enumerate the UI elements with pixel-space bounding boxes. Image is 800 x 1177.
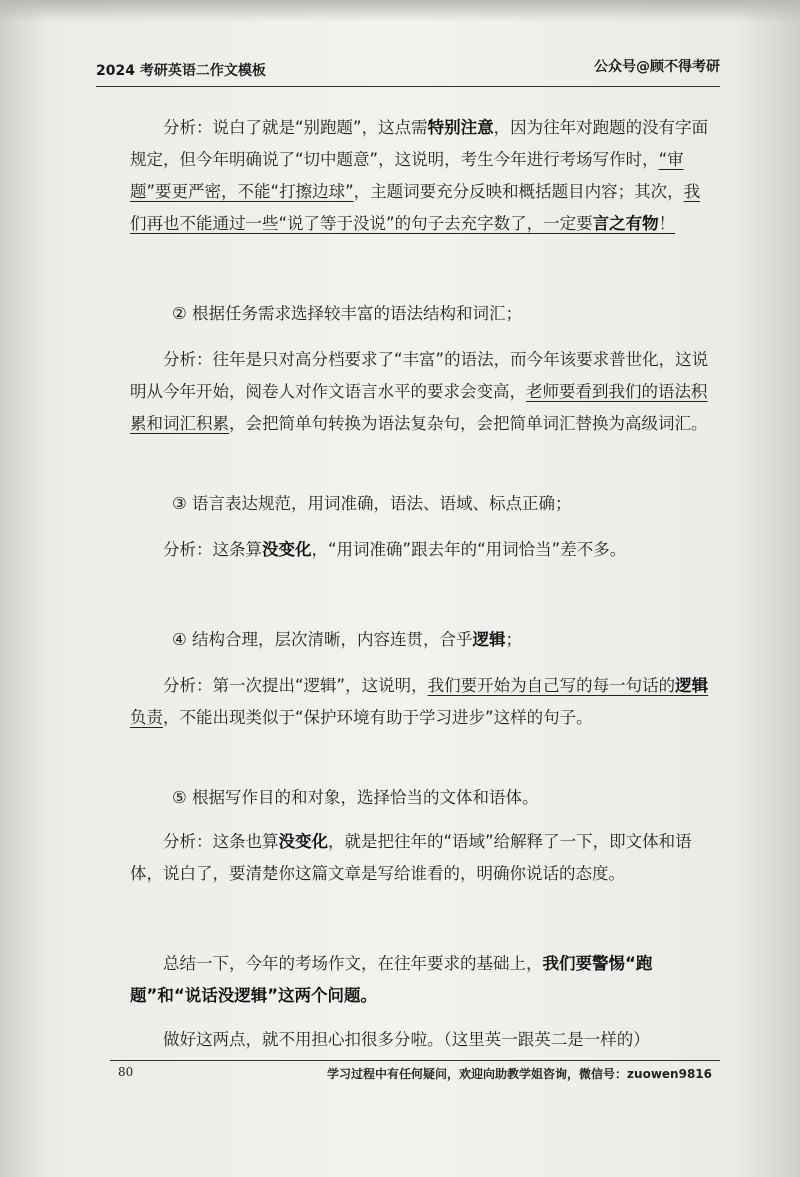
underlined-text: 老师要看到我们的语法积累和词汇积累	[130, 382, 708, 433]
page-header	[96, 56, 720, 87]
bold-text: 逻辑	[472, 630, 506, 649]
bold-text: 特别注意	[427, 118, 494, 137]
analysis-paragraph-4	[130, 670, 715, 734]
text: 分析：说白了就是“别跑题”，这点需	[163, 118, 428, 137]
header-account: 公众号@顾不得考研	[594, 59, 720, 75]
text: ④ 结构合理，层次清晰，内容连贯，合乎	[172, 630, 473, 649]
bold-text: 我们要警惕“跑题”和“说话没逻辑”这两个问题。	[130, 954, 653, 1005]
bold-text: 言之有物	[592, 214, 659, 233]
text: ，不能出现类似于“保护环境有助于学习进步”这样的句子。	[163, 708, 593, 727]
page-number: 80	[118, 1065, 134, 1079]
text: ；	[505, 630, 523, 649]
analysis-paragraph-1	[130, 112, 715, 240]
text: 我们再也不能通过一些“说了等于没说”的句子去充字数了，一定要	[130, 182, 701, 233]
text: 负责	[130, 708, 163, 727]
bold-text: 没变化	[262, 540, 312, 559]
text: 总结一下，今年的考场作文，在往年要求的基础上，	[163, 954, 543, 973]
analysis-paragraph-3	[130, 534, 715, 566]
footer-note: 学习过程中有任何疑问，欢迎向助教学姐咨询，微信号：zuowen9816	[327, 1067, 712, 1081]
closing-paragraph: 做好这两点，就不用担心扣很多分啦。（这里英一跟英二是一样的）	[163, 1030, 650, 1049]
text: ，“用词准确”跟去年的“用词恰当”差不多。	[311, 540, 627, 559]
text: ，因为往年对跑题的没有字面规定，但今年明确说了“切中题意”，这说明，考生今年进行考场写作时，	[130, 118, 709, 169]
text: 分析：往年是只对高分档要求了“丰富”的语法，而今年该要求普世化，这说明从今年开始，阅卷人对作文语言水平的要求会变高，	[130, 350, 709, 401]
text: 我们要开始为自己写的每一句话的	[427, 676, 676, 695]
requirement-item-5: ⑤ 根据写作目的和对象，选择恰当的文体和语体。	[172, 788, 539, 807]
text: 分析：这条算	[163, 540, 262, 559]
text: ！	[658, 214, 676, 233]
text: 分析：第一次提出“逻辑”，这说明，	[163, 676, 428, 695]
text: ，就是把往年的“语域”给解释了一下，即文体和语体，说白了，要清楚你这篇文章是写给谁看的，明确你说话的态度。	[130, 832, 692, 883]
analysis-paragraph-5	[130, 826, 715, 890]
scan-shadow	[0, 0, 800, 22]
text: ，会把简单句转换为语法复杂句，会把简单词汇替换为高级词汇。	[229, 414, 708, 433]
requirement-item-4	[172, 626, 712, 654]
requirement-item-2: ② 根据任务需求选择较丰富的语法结构和词汇；	[172, 304, 523, 323]
bold-text: 没变化	[278, 832, 328, 851]
requirement-item-3: ③ 语言表达规范，用词准确，语法、语域、标点正确；	[172, 494, 572, 513]
underlined-text: “审题”要更严密，不能“打擦边球”	[130, 150, 684, 201]
text: 分析：这条也算	[163, 832, 279, 851]
page-footer	[110, 1060, 720, 1089]
summary-paragraph	[130, 948, 715, 1012]
text: ，主题词要充分反映和概括题目内容；其次，	[353, 182, 684, 201]
bold-text: 逻辑	[675, 676, 709, 695]
analysis-paragraph-2	[130, 344, 715, 440]
header-title: 2024 考研英语二作文模板	[96, 63, 266, 79]
